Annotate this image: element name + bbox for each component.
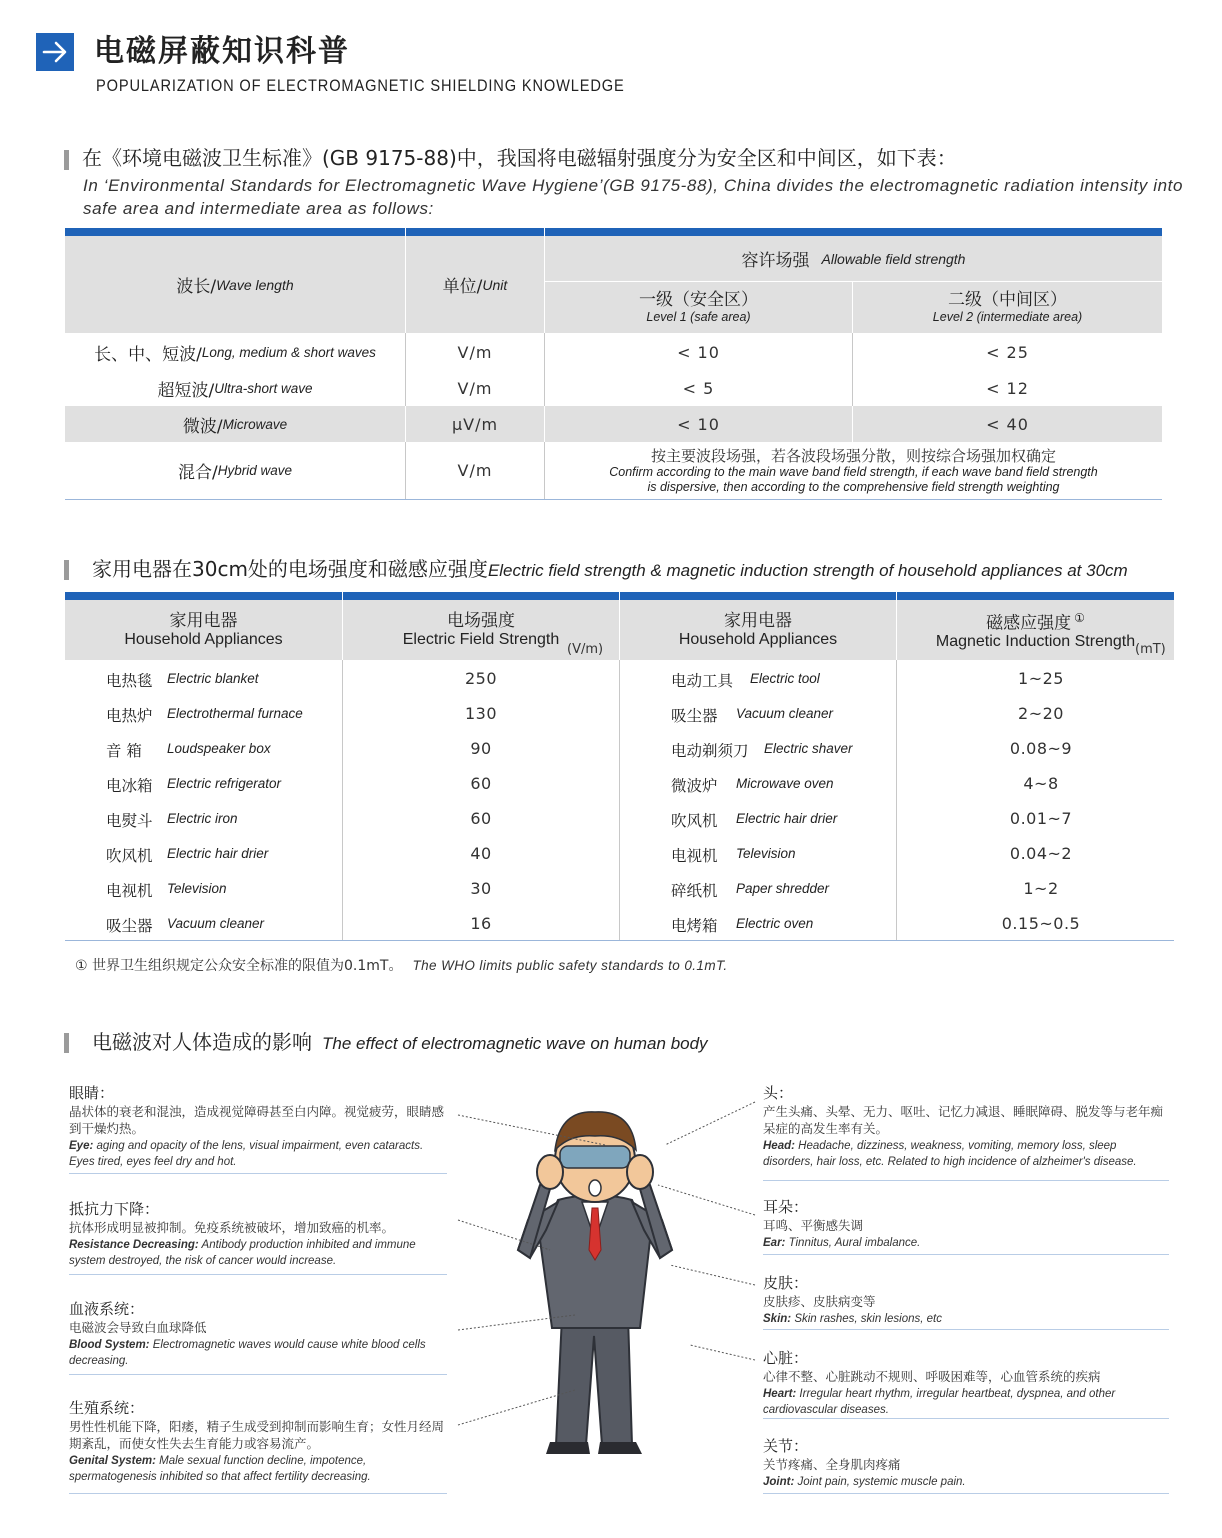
electric-field-value: 16 — [470, 914, 492, 933]
effect-desc-en: Resistance Decreasing: Antibody production inhibited and immune system destroyed, the risk of cancer would increase. — [69, 1239, 416, 1267]
magnetic-induction-value: 0.01~7 — [1009, 809, 1073, 828]
effect-divider — [763, 1329, 1169, 1330]
effect-desc-cn: 心律不整、心脏跳动不规则、呼吸困难等，心血管系统的疾病 — [763, 1369, 1101, 1384]
effect-desc-en: Ear: Tinnitus, Aural imbalance. — [763, 1237, 921, 1249]
effect-divider — [763, 1418, 1169, 1419]
effect-title: 生殖系统： — [69, 1399, 145, 1417]
effect-item — [763, 1084, 1167, 1170]
electric-field-value: 60 — [470, 809, 492, 828]
section3-heading: 电磁波对人体造成的影响 The effect of electromagnetic wave on human body — [92, 1030, 708, 1054]
electric-field-value: 40 — [470, 844, 492, 863]
appliance-name-en: Electric shaver — [764, 741, 853, 756]
arrow-right-icon — [36, 33, 74, 71]
col-header-allowable: 容许场强 Allowable field strength — [741, 250, 966, 271]
effect-desc-cn: 皮肤疹、皮肤病变等 — [763, 1294, 876, 1309]
appliance-name: 电视机 — [106, 882, 153, 900]
appliance-name-en: Electric tool — [750, 671, 820, 686]
effect-desc-en: Joint: Joint pain, systemic muscle pain. — [763, 1476, 966, 1488]
magnetic-induction-value: 4~8 — [1023, 774, 1059, 793]
electric-field-value: 90 — [470, 739, 492, 758]
effect-desc-en: Heart: Irregular heart rhythm, irregular heartbeat, dyspnea, and other cardiovascular diseases. — [763, 1388, 1116, 1416]
effect-item — [763, 1198, 1167, 1251]
effect-divider — [763, 1493, 1169, 1494]
effect-title: 血液系统： — [69, 1300, 145, 1318]
section2-heading: 家用电器在30cm处的电场强度和磁感应强度Electric field strength & magnetic induction strength of household appliances at 30cm — [92, 557, 1128, 581]
effect-desc-cn: 晶状体的衰老和混浊，造成视觉障碍甚至白内障。视觉疲劳，眼睛感到干燥灼热。 — [69, 1104, 445, 1136]
appliance-name: 吸尘器 — [671, 707, 718, 725]
effect-desc-en: Eye: aging and opacity of the lens, visual impairment, even cataracts. Eyes tired, eyes feel dry and hot. — [69, 1140, 424, 1168]
effect-item — [69, 1200, 445, 1269]
effect-divider — [69, 1493, 447, 1494]
col-header-appliance-2: 家用电器 Household Appliances — [678, 610, 838, 648]
col-header-electric-field: 电场强度 Electric Field Strength — [402, 610, 560, 648]
table-row: 微波/ Microwave — [182, 416, 288, 437]
appliance-name-en: Television — [167, 881, 227, 896]
section1-heading: 在《环境电磁波卫生标准》(GB 9175-88)中，我国将电磁辐射强度分为安全区和中间区，如下表： — [82, 146, 957, 170]
appliance-name: 电动剃须刀 — [671, 742, 749, 760]
appliance-name: 电热毯 — [106, 672, 153, 690]
col-header-magnetic-induction: 磁感应强度 ① Magnetic Induction Strength — [935, 610, 1136, 651]
appliance-name-en: Vacuum cleaner — [167, 916, 265, 931]
appliance-name-en: Electric hair drier — [167, 846, 269, 861]
appliance-name-en: Television — [736, 846, 796, 861]
appliance-name-en: Loudspeaker box — [167, 741, 271, 756]
effect-item — [763, 1274, 1167, 1327]
appliance-name: 碎纸机 — [671, 882, 718, 900]
effect-item — [763, 1437, 1167, 1490]
appliance-name: 吹风机 — [106, 847, 153, 865]
effect-title: 头： — [763, 1084, 794, 1102]
effect-desc-cn: 耳鸣、平衡感失调 — [763, 1218, 864, 1233]
col-header-level2: 二级（中间区） Level 2 (intermediate area) — [932, 290, 1083, 324]
effect-desc-cn: 抗体形成明显被抑制。免疫系统被破坏，增加致癌的机率。 — [69, 1220, 395, 1235]
section-marker — [64, 150, 69, 170]
effect-desc-cn: 产生头痛、头晕、无力、呕吐、记忆力减退、睡眠障碍、脱发等与老年痴呆症的高发生率有关。 — [763, 1104, 1164, 1136]
effect-divider — [763, 1180, 1169, 1181]
effect-title: 皮肤： — [763, 1274, 809, 1292]
effect-title: 关节： — [763, 1437, 809, 1455]
table-row: 长、中、短波/ Long, medium & short waves — [94, 344, 376, 365]
effect-title: 抵抗力下降： — [69, 1200, 160, 1218]
effect-item — [69, 1084, 445, 1170]
effect-desc-cn: 关节疼痛、全身肌肉疼痛 — [763, 1457, 901, 1472]
col-header-wave-length: 波长/ Wave length — [176, 276, 294, 297]
appliance-name: 电热炉 — [106, 707, 153, 725]
section-marker — [64, 560, 69, 580]
magnetic-induction-value: 0.15~0.5 — [1001, 914, 1081, 933]
effect-desc-en: Skin: Skin rashes, skin lesions, etc — [763, 1313, 942, 1325]
col-header-level1: 一级（安全区） Level 1 (safe area) — [639, 290, 758, 324]
magnetic-induction-value: 0.08~9 — [1009, 739, 1073, 758]
effect-desc-en: Blood System: Electromagnetic waves would cause white blood cells decreasing. — [69, 1339, 426, 1367]
appliance-name: 微波炉 — [671, 777, 718, 795]
effect-item — [69, 1399, 445, 1485]
effect-desc-cn: 电磁波会导致白血球降低 — [69, 1320, 207, 1335]
effect-title: 耳朵： — [763, 1198, 809, 1216]
appliance-name-en: Microwave oven — [736, 776, 834, 791]
effect-divider — [69, 1274, 447, 1275]
appliance-name-en: Paper shredder — [736, 881, 830, 896]
appliance-name: 吸尘器 — [106, 917, 153, 935]
appliance-name: 音 箱 — [106, 742, 142, 760]
magnetic-induction-value: 1~25 — [1018, 669, 1064, 688]
effect-title: 眼睛： — [69, 1084, 115, 1102]
appliance-name: 电烤箱 — [671, 917, 718, 935]
appliance-name-en: Vacuum cleaner — [736, 706, 834, 721]
appliance-name: 电熨斗 — [106, 812, 153, 830]
page-title: 电磁屏蔽知识科普 — [94, 34, 350, 69]
magnetic-induction-value: 1~2 — [1023, 879, 1059, 898]
hybrid-note: 按主要波段场强，若各波段场强分散，则按综合场强加权确定 Confirm according to the main wave band field strength, if each wave band field strength is dispersive, then according to the comprehensive field strength weighting — [609, 446, 1098, 494]
section-marker — [64, 1033, 69, 1053]
appliance-name: 吹风机 — [671, 812, 718, 830]
col-header-unit: 单位/ Unit — [442, 276, 508, 297]
effect-divider — [69, 1173, 447, 1174]
electric-field-value: 130 — [464, 704, 498, 723]
page-subtitle: POPULARIZATION OF ELECTROMAGNETIC SHIELDING KNOWLEDGE — [96, 76, 625, 95]
magnetic-induction-value: 0.04~2 — [1009, 844, 1073, 863]
effect-item — [763, 1349, 1167, 1418]
appliance-name-en: Electric hair drier — [736, 811, 838, 826]
appliance-name: 电视机 — [671, 847, 718, 865]
appliance-name: 电冰箱 — [106, 777, 153, 795]
effect-desc-en: Genital System: Male sexual function decline, impotence, spermatogenesis inhibited so that affect fertility decreasing. — [69, 1455, 371, 1483]
electric-field-value: 30 — [470, 879, 492, 898]
appliance-name-en: Electric blanket — [167, 671, 259, 686]
appliance-name-en: Electric iron — [167, 811, 238, 826]
table-row: 混合/ Hybrid wave — [177, 463, 292, 483]
appliance-name-en: Electrothermal furnace — [167, 706, 303, 721]
col-header-appliance: 家用电器 Household Appliances — [124, 610, 283, 648]
appliance-name-en: Electric oven — [736, 916, 814, 931]
section1-heading-en: In ‘Environmental Standards for Electromagnetic Wave Hygiene’(GB 9175-88), China divides the electromagnetic radiation intensity into safe area and intermediate area as follows: — [83, 176, 1184, 218]
effect-divider — [763, 1254, 1169, 1255]
effect-divider — [69, 1374, 447, 1375]
effect-title: 心脏： — [763, 1349, 809, 1367]
effect-desc-en: Head: Headache, dizziness, weakness, vomiting, memory loss, sleep disorders, hair loss, etc. Related to high incidence of alzheimer's disease. — [763, 1140, 1137, 1168]
appliance-name: 电动工具 — [671, 672, 734, 690]
electric-field-value: 60 — [470, 774, 492, 793]
effect-desc-cn: 男性性机能下降，阳痿，精子生成受到抑制而影响生育；女性月经周期紊乱，而使女性失去生育能力或容易流产。 — [69, 1419, 445, 1451]
magnetic-induction-value: 2~20 — [1018, 704, 1064, 723]
appliance-name-en: Electric refrigerator — [167, 776, 282, 791]
effect-item — [69, 1300, 445, 1369]
electric-field-value: 250 — [464, 669, 498, 688]
pointer-lines — [440, 1090, 770, 1430]
footnote: ① 世界卫生组织规定公众安全标准的限值为0.1mT。 The WHO limits public safety standards to 0.1mT. — [75, 958, 728, 974]
table-row: 超短波/ Ultra-short wave — [157, 380, 313, 401]
